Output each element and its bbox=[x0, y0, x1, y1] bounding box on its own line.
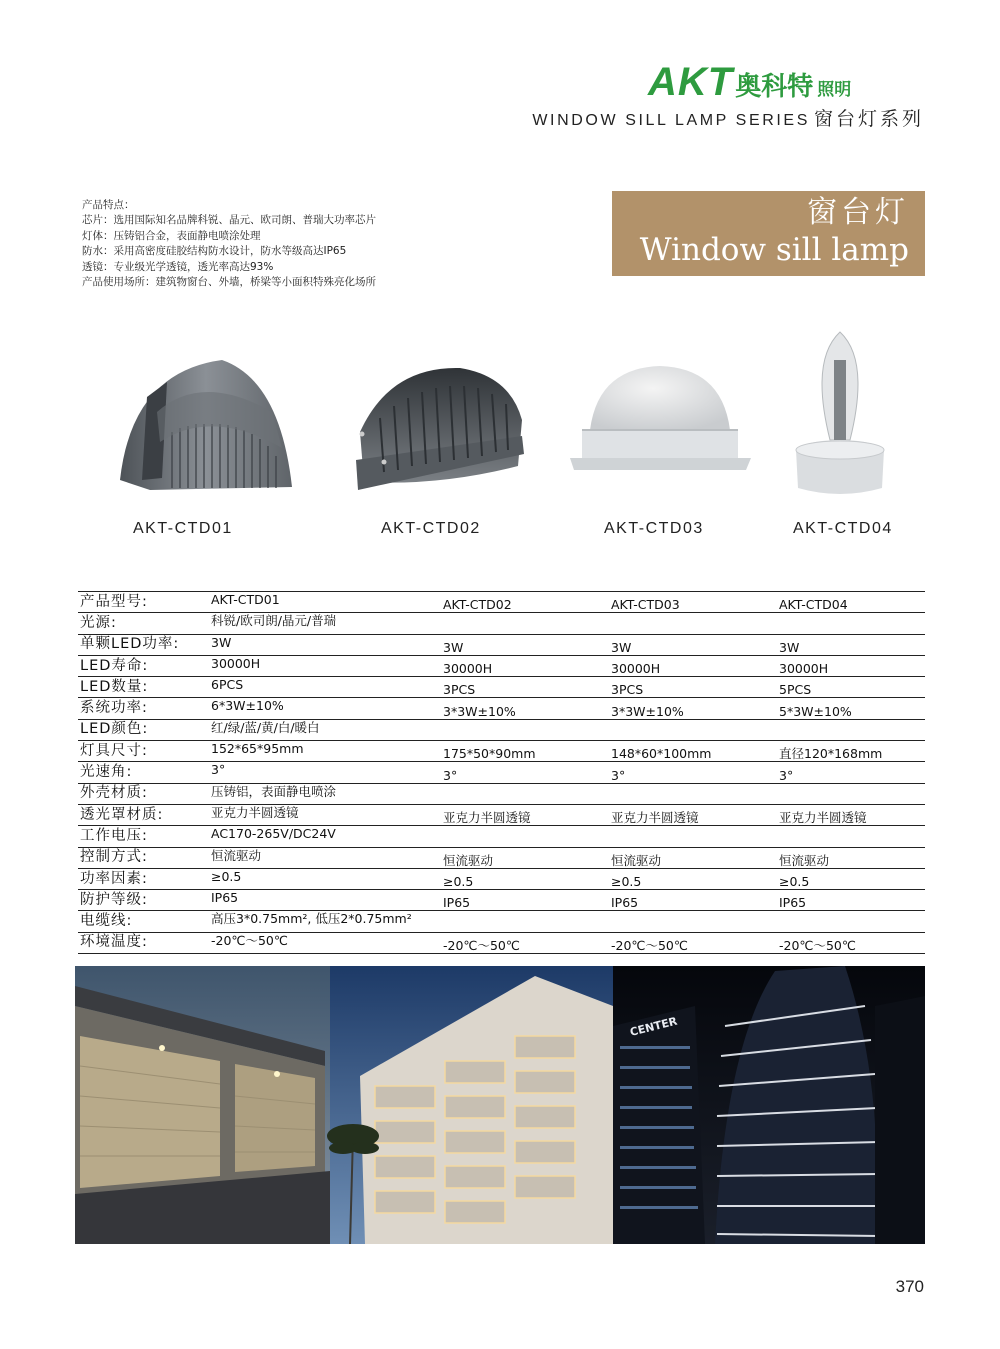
row-label: 单颗LED功率: bbox=[78, 634, 209, 655]
cell: 30000H bbox=[441, 655, 609, 676]
row-label: 外壳材质: bbox=[78, 783, 209, 804]
category-banner bbox=[612, 191, 925, 276]
product-model-label: AKT-CTD02 bbox=[381, 520, 481, 537]
cell: 亚克力半圆透镜 bbox=[609, 804, 777, 825]
cell bbox=[777, 613, 925, 634]
cell: 亚克力半圆透镜 bbox=[209, 804, 441, 825]
feature-line: 防水：采用高密度硅胶结构防水设计，防水等级高达IP65 bbox=[82, 245, 347, 258]
table-row bbox=[78, 847, 925, 868]
row-label: LED数量: bbox=[78, 677, 209, 698]
cell: 3W bbox=[777, 634, 925, 655]
cell: IP65 bbox=[777, 890, 925, 911]
cell: IP65 bbox=[441, 890, 609, 911]
cell: 3W bbox=[209, 634, 441, 655]
cell: 30000H bbox=[777, 655, 925, 676]
product-image-ctd03 bbox=[568, 360, 753, 480]
row-label: LED寿命: bbox=[78, 655, 209, 676]
cell: 恒流驱动 bbox=[609, 847, 777, 868]
photo-garage bbox=[75, 966, 330, 1244]
cell: 3° bbox=[777, 762, 925, 783]
feature-line: 透镜：专业级光学透镜，透光率高达93% bbox=[82, 260, 274, 273]
spec-table bbox=[78, 591, 925, 954]
cell: 科锐/欧司朗/晶元/普瑞 bbox=[209, 613, 441, 634]
photo-towers bbox=[613, 966, 925, 1244]
table-row bbox=[78, 634, 925, 655]
feature-line: 灯体：压铸铝合金，表面静电喷涂处理 bbox=[82, 229, 261, 242]
product-model-label: AKT-CTD01 bbox=[133, 520, 233, 537]
cell: 30000H bbox=[609, 655, 777, 676]
table-row bbox=[78, 932, 925, 953]
series-title bbox=[532, 104, 924, 131]
product-model-label: AKT-CTD04 bbox=[793, 520, 893, 537]
row-label: 光速角: bbox=[78, 762, 209, 783]
cell: 148*60*100mm bbox=[609, 741, 777, 762]
cell: AKT-CTD03 bbox=[609, 592, 777, 613]
cell: 亚克力半圆透镜 bbox=[441, 804, 609, 825]
table-row bbox=[78, 868, 925, 889]
cell: 5PCS bbox=[777, 677, 925, 698]
product-model-label: AKT-CTD03 bbox=[604, 520, 704, 537]
cell: 直径120*168mm bbox=[777, 741, 925, 762]
cell bbox=[441, 826, 609, 847]
cell: 红/绿/蓝/黄/白/暖白 bbox=[209, 719, 441, 740]
row-label: 环境温度: bbox=[78, 932, 209, 953]
product-image-ctd01 bbox=[112, 352, 302, 502]
table-row bbox=[78, 826, 925, 847]
cell: 3° bbox=[441, 762, 609, 783]
cell: 高压3*0.75mm², 低压2*0.75mm² bbox=[209, 911, 441, 932]
cell bbox=[609, 826, 777, 847]
cell bbox=[441, 613, 609, 634]
row-label: 电缆线: bbox=[78, 911, 209, 932]
cell: 5*3W±10% bbox=[777, 698, 925, 719]
cell bbox=[777, 719, 925, 740]
feature-line: 产品使用场所：建筑物窗台、外墙，桥梁等小面积特殊亮化场所 bbox=[82, 276, 376, 289]
product-image-ctd04 bbox=[790, 330, 890, 500]
brand-logo bbox=[648, 62, 928, 106]
cell: 恒流驱动 bbox=[209, 847, 441, 868]
cell: 175*50*90mm bbox=[441, 741, 609, 762]
cell: -20℃～50℃ bbox=[209, 932, 441, 953]
cell: ≥0.5 bbox=[777, 868, 925, 889]
cell: AC170-265V/DC24V bbox=[209, 826, 441, 847]
cell: -20℃～50℃ bbox=[609, 932, 777, 953]
cell: ≥0.5 bbox=[209, 868, 441, 889]
row-label: 控制方式: bbox=[78, 847, 209, 868]
cell bbox=[609, 613, 777, 634]
cell: ≥0.5 bbox=[441, 868, 609, 889]
cell bbox=[441, 783, 609, 804]
banner-title-en: Window sill lamp bbox=[639, 232, 909, 268]
cell: 3W bbox=[609, 634, 777, 655]
cell bbox=[441, 911, 609, 932]
logo-latin: AKT bbox=[648, 60, 734, 104]
cell: IP65 bbox=[609, 890, 777, 911]
row-label: 防护等级: bbox=[78, 890, 209, 911]
cell: IP65 bbox=[209, 890, 441, 911]
table-row bbox=[78, 677, 925, 698]
table-row bbox=[78, 613, 925, 634]
table-row bbox=[78, 804, 925, 825]
feature-line: 产品特点： bbox=[82, 199, 135, 211]
cell: 3*3W±10% bbox=[441, 698, 609, 719]
cell: -20℃～50℃ bbox=[441, 932, 609, 953]
feature-line: 芯片：选用国际知名品牌科锐、晶元、欧司朗、普瑞大功率芯片 bbox=[82, 214, 376, 227]
cell: AKT-CTD01 bbox=[209, 592, 441, 613]
table-row bbox=[78, 762, 925, 783]
photo-sign-text: CENTER bbox=[628, 1014, 679, 1039]
cell bbox=[777, 826, 925, 847]
table-row bbox=[78, 719, 925, 740]
banner-title-cn: 窗台灯 bbox=[807, 195, 909, 230]
photo-building bbox=[327, 966, 613, 1244]
row-label: 光源: bbox=[78, 613, 209, 634]
cell bbox=[609, 911, 777, 932]
cell: AKT-CTD02 bbox=[441, 592, 609, 613]
cell: 亚克力半圆透镜 bbox=[777, 804, 925, 825]
cell bbox=[609, 719, 777, 740]
cell: 恒流驱动 bbox=[441, 847, 609, 868]
cell: 3° bbox=[609, 762, 777, 783]
product-image-ctd02 bbox=[350, 362, 530, 494]
cell bbox=[441, 719, 609, 740]
cell bbox=[777, 783, 925, 804]
row-label: 灯具尺寸: bbox=[78, 741, 209, 762]
cell: 3W bbox=[441, 634, 609, 655]
page-number: 370 bbox=[895, 1277, 924, 1296]
table-row bbox=[78, 698, 925, 719]
series-title-cn: 窗台灯系列 bbox=[813, 108, 924, 130]
cell bbox=[609, 783, 777, 804]
row-label: 系统功率: bbox=[78, 698, 209, 719]
cell: 3*3W±10% bbox=[609, 698, 777, 719]
row-label: 工作电压: bbox=[78, 826, 209, 847]
cell: 压铸铝，表面静电喷涂 bbox=[209, 783, 441, 804]
cell: 3PCS bbox=[441, 677, 609, 698]
table-row bbox=[78, 655, 925, 676]
cell: 6PCS bbox=[209, 677, 441, 698]
table-row bbox=[78, 741, 925, 762]
features-list bbox=[82, 198, 376, 290]
row-label: 产品型号: bbox=[78, 592, 209, 613]
cell: 6*3W±10% bbox=[209, 698, 441, 719]
row-label: 透光罩材质: bbox=[78, 804, 209, 825]
row-label: LED颜色: bbox=[78, 719, 209, 740]
table-row bbox=[78, 911, 925, 932]
cell bbox=[777, 911, 925, 932]
series-title-en: WINDOW SILL LAMP SERIES bbox=[532, 112, 810, 129]
table-row bbox=[78, 783, 925, 804]
cell: 3PCS bbox=[609, 677, 777, 698]
cell: 152*65*95mm bbox=[209, 741, 441, 762]
application-photos bbox=[75, 966, 925, 1244]
logo-cn-small: 照明 bbox=[817, 80, 852, 100]
cell: 恒流驱动 bbox=[777, 847, 925, 868]
table-row bbox=[78, 592, 925, 613]
row-label: 功率因素: bbox=[78, 868, 209, 889]
cell: -20℃～50℃ bbox=[777, 932, 925, 953]
table-row bbox=[78, 890, 925, 911]
cell: 30000H bbox=[209, 655, 441, 676]
logo-cn: 奥科特 bbox=[735, 72, 814, 102]
cell: 3° bbox=[209, 762, 441, 783]
cell: AKT-CTD04 bbox=[777, 592, 925, 613]
cell: ≥0.5 bbox=[609, 868, 777, 889]
